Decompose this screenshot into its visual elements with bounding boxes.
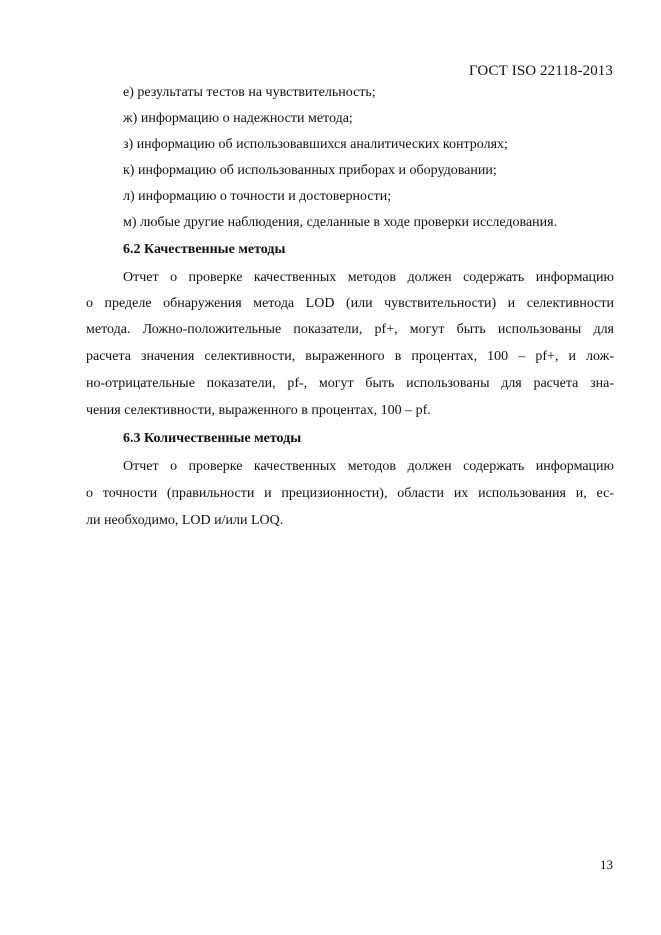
paragraph-line: расчета значения селективности, выраженного в процентах, 100 – pf+, и лож- [86, 349, 614, 364]
paragraph-line: о пределе обнаружения метода LOD (или чувствительности) и селективности [86, 296, 614, 311]
list-item: к) информацию об использованных приборах и оборудовании; [123, 163, 497, 178]
section-heading: 6.3 Количественные методы [123, 431, 302, 446]
paragraph-line: Отчет о проверке качественных методов должен содержать информацию [123, 459, 614, 474]
paragraph-line: ли необходимо, LOD и/или LOQ. [86, 513, 284, 528]
list-item: л) информацию о точности и достоверности; [123, 189, 392, 204]
list-item: ж) информацию о надежности метода; [123, 111, 353, 126]
paragraph-line: Отчет о проверке качественных методов должен содержать информацию [123, 270, 614, 285]
section-heading: 6.2 Качественные методы [123, 242, 286, 257]
paragraph-line: но-отрицательные показатели, pf-, могут быть использованы для расчета зна- [86, 376, 614, 391]
paragraph-line: о точности (правильности и прецизионности), области их использования и, ес- [86, 486, 614, 501]
list-item: е) результаты тестов на чувствительность; [123, 85, 376, 100]
list-item: м) любые другие наблюдения, сделанные в ходе проверки исследования. [123, 215, 558, 230]
paragraph-line: чения селективности, выраженного в процентах, 100 – pf. [86, 403, 431, 418]
paragraph-line: метода. Ложно-положительные показатели, pf+, могут быть использованы для [86, 322, 614, 337]
list-item: з) информацию об использовавшихся аналитических контролях; [123, 137, 508, 152]
page-number: 13 [600, 857, 613, 872]
document-code: ГОСТ ISO 22118-2013 [469, 63, 613, 79]
